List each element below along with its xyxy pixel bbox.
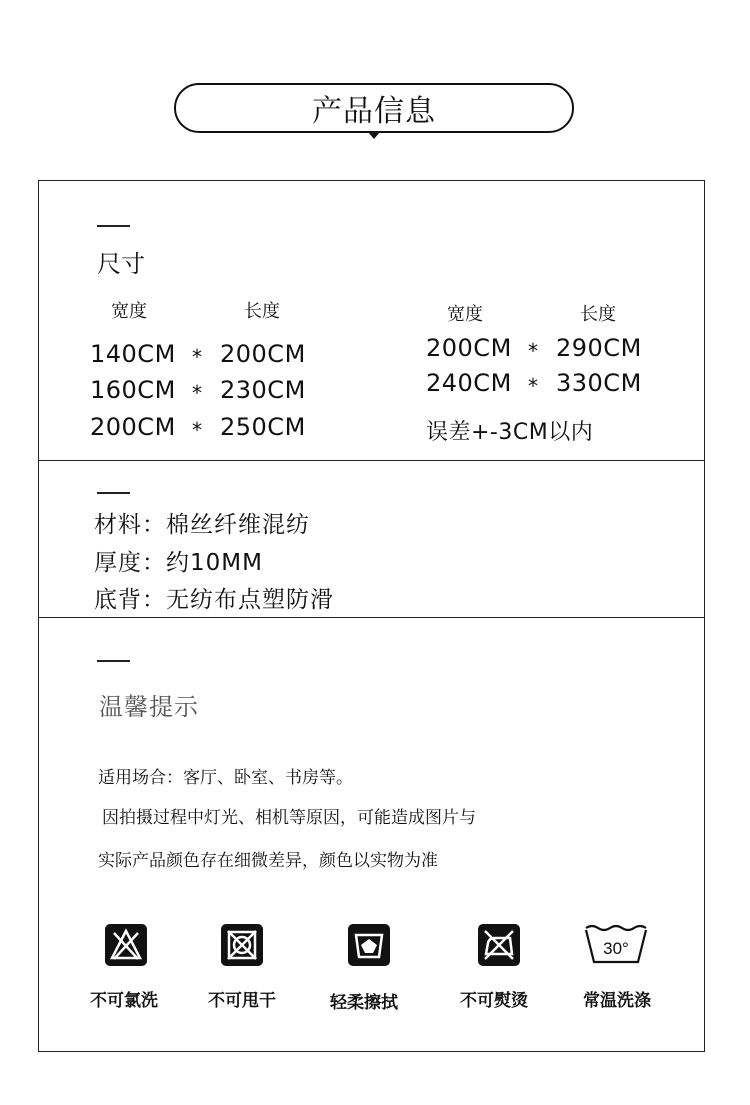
size-row-times: * (528, 374, 538, 398)
size-row-width: 240CM (426, 369, 512, 397)
right-width-label: 宽度 (447, 304, 483, 325)
left-length-label: 长度 (244, 301, 280, 322)
size-row-length: 200CM (220, 340, 306, 368)
care-label: 不可甩干 (208, 991, 276, 1011)
material-line: 材料：棉丝纤维混纺 (94, 512, 310, 538)
title-pill (174, 83, 574, 133)
size-heading: 尺寸 (97, 250, 145, 278)
material-dash (97, 492, 130, 494)
size-row-times: * (192, 345, 202, 369)
size-row-times: * (528, 339, 538, 363)
size-row-width: 140CM (90, 340, 176, 368)
tip-line: 因拍摄过程中灯光、相机等原因，可能造成图片与 (102, 808, 476, 828)
size-row-length: 230CM (220, 376, 306, 404)
title-caret (368, 132, 380, 139)
size-row-width: 200CM (426, 334, 512, 362)
section-divider-1 (38, 460, 705, 461)
size-row-width: 200CM (90, 413, 176, 441)
size-row-width: 160CM (90, 376, 176, 404)
no-bleach-icon (104, 923, 148, 967)
size-dash (97, 225, 130, 227)
size-row-length: 330CM (556, 369, 642, 397)
care-label: 不可熨烫 (460, 991, 528, 1011)
care-label: 常温洗涤 (583, 991, 651, 1011)
gentle-wipe-icon (347, 923, 391, 967)
tips-heading: 温馨提示 (99, 693, 199, 721)
tip-line: 适用场合：客厅、卧室、书房等。 (98, 768, 353, 788)
size-row-length: 250CM (220, 413, 306, 441)
left-width-label: 宽度 (111, 301, 147, 322)
tip-line: 实际产品颜色存在细微差异，颜色以实物为准 (98, 851, 438, 871)
size-tolerance: 误差+-3CM以内 (426, 420, 594, 445)
wash-temp-text: 30° (603, 939, 629, 958)
no-spin-dry-icon (220, 923, 264, 967)
backing-line: 底背：无纺布点塑防滑 (94, 587, 334, 613)
no-iron-icon (477, 923, 521, 967)
thickness-line: 厚度：约10MM (94, 550, 263, 576)
wash-30-icon (584, 924, 648, 966)
care-label: 轻柔擦拭 (330, 993, 398, 1013)
size-row-length: 290CM (556, 334, 642, 362)
page-title: 产品信息 (312, 94, 436, 129)
tips-dash (97, 660, 130, 662)
right-length-label: 长度 (580, 304, 616, 325)
section-divider-2 (38, 617, 705, 618)
size-row-times: * (192, 418, 202, 442)
size-row-times: * (192, 381, 202, 405)
care-label: 不可氯洗 (90, 991, 158, 1011)
